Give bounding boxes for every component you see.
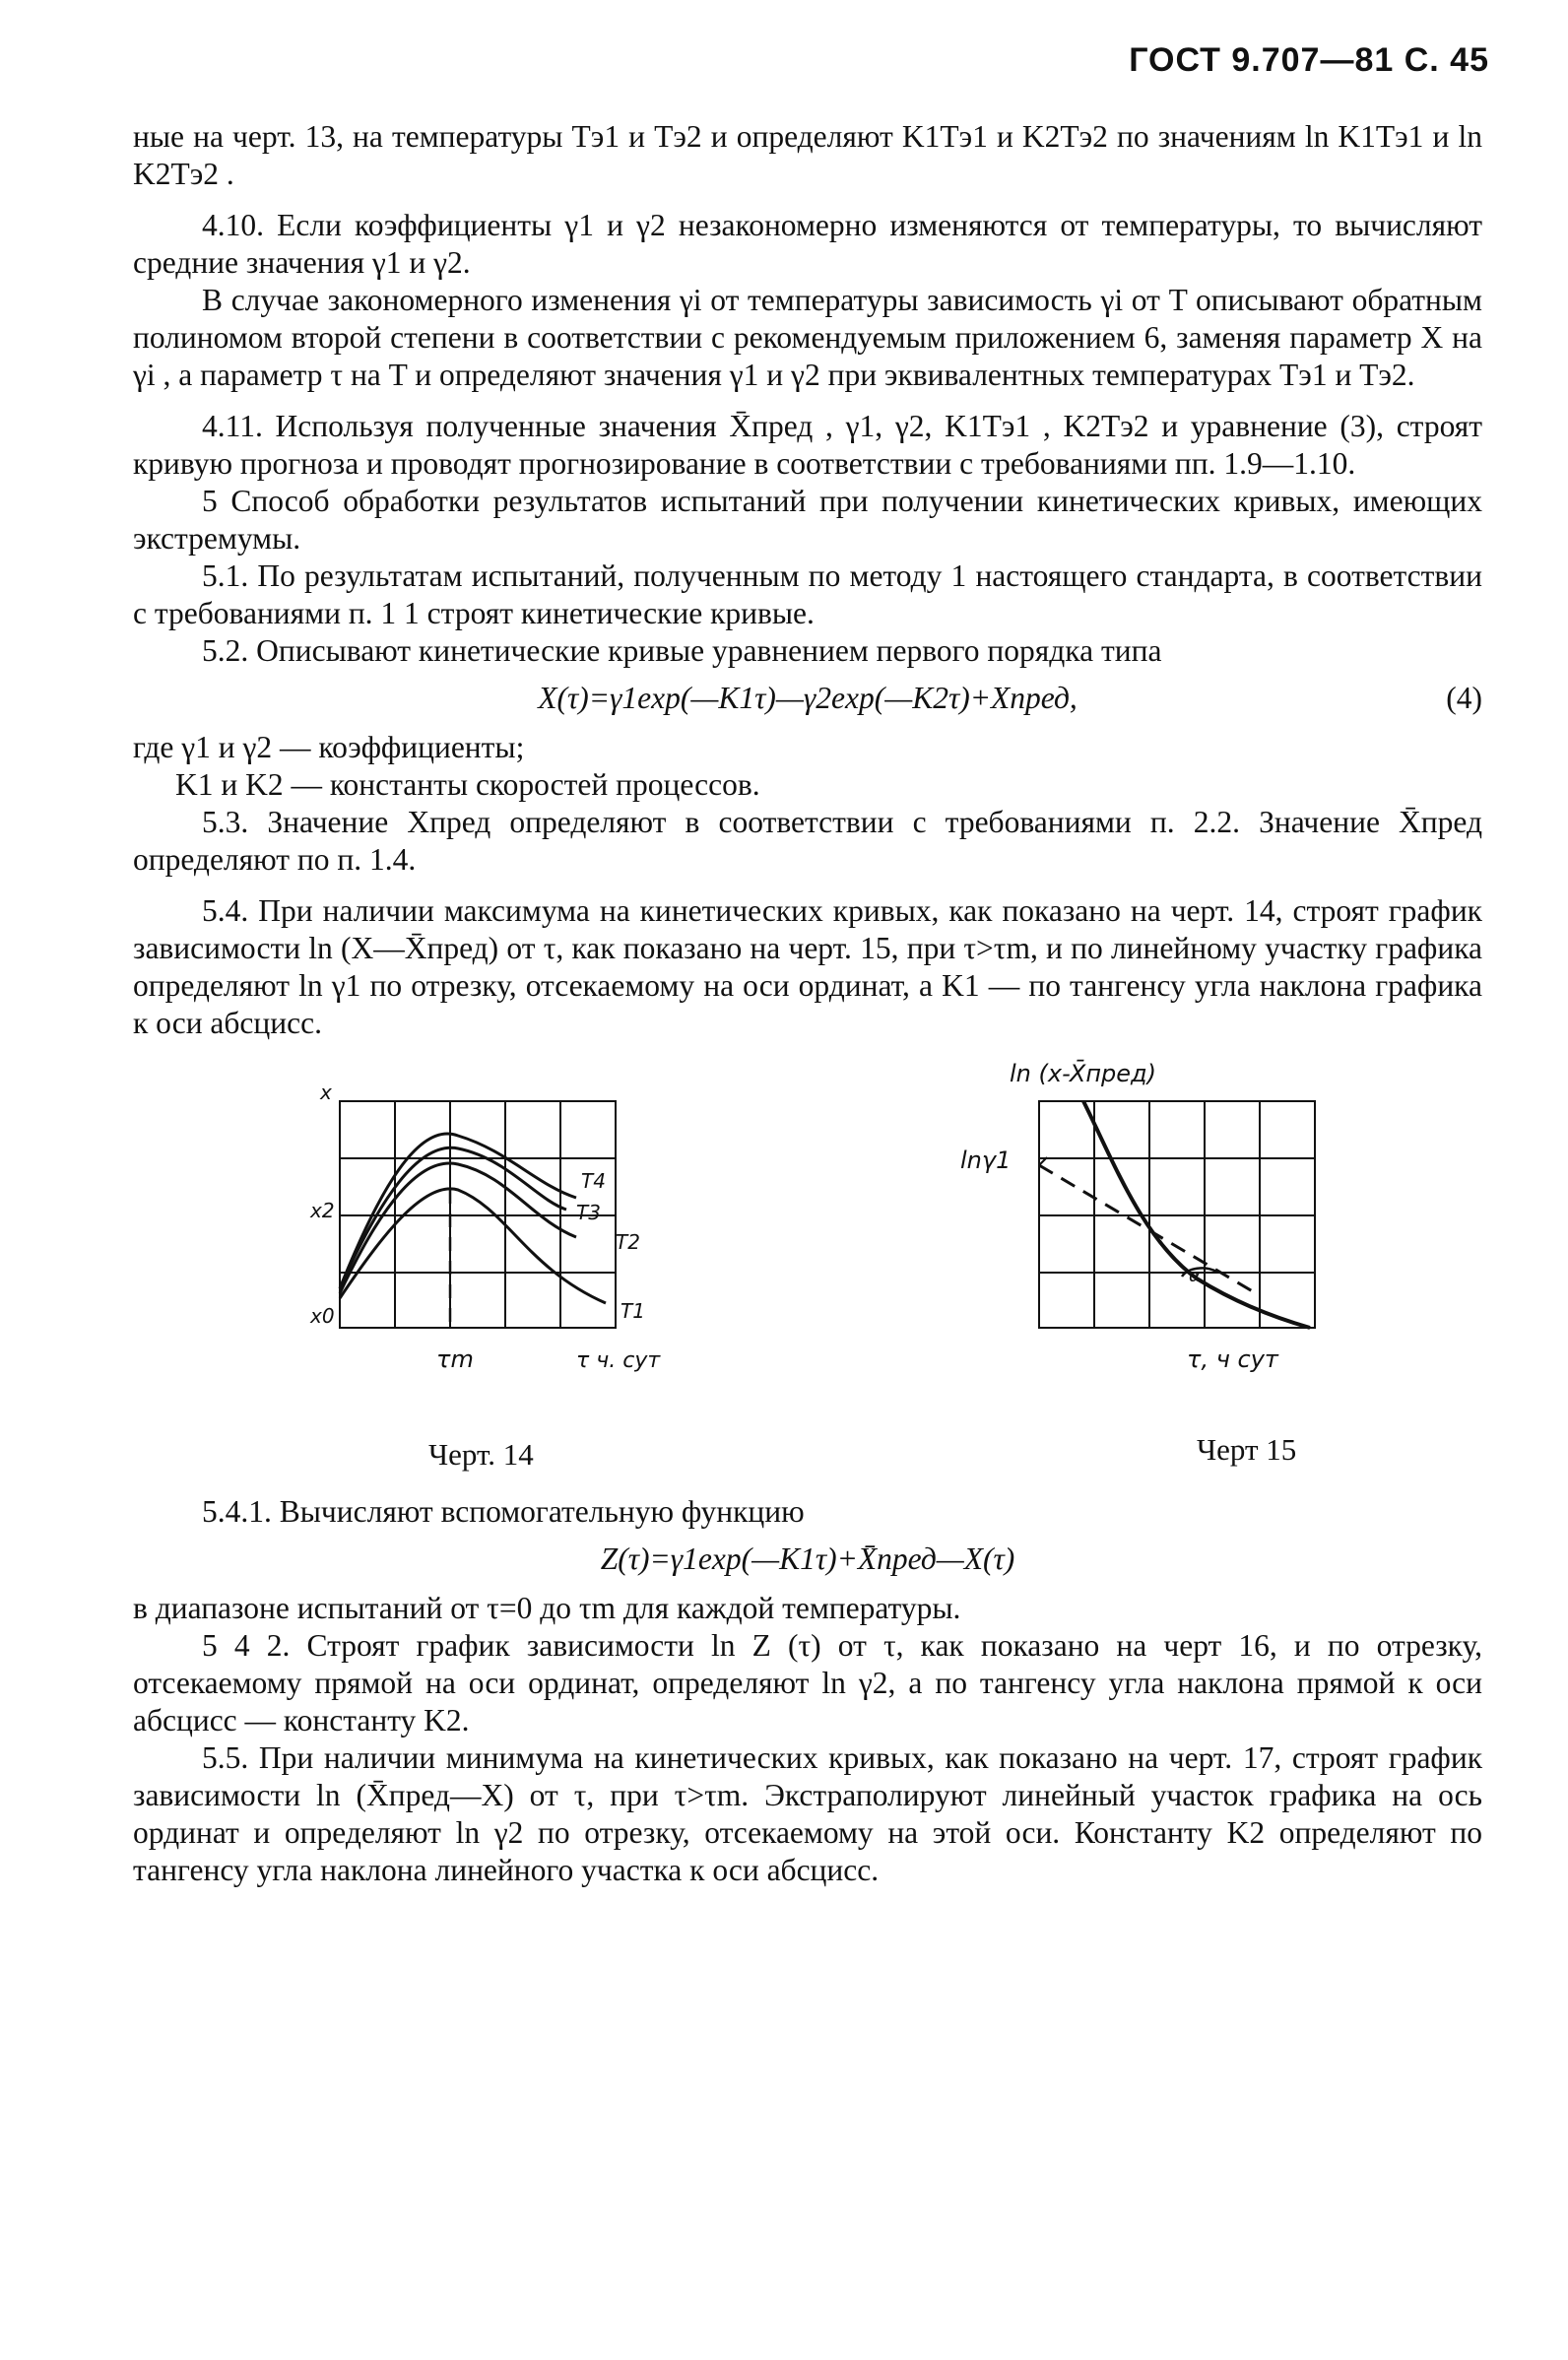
fig14-tick-x0: x0 [310, 1304, 335, 1328]
paragraph: ные на черт. 13, на температуры Tэ1 и Tэ2 и определяют K1Tэ1 и K2Tэ2 по значениям ln K1Tэ1 и ln K2Tэ2 . [133, 119, 1482, 191]
formula-text: Z(τ)=γ1exp(—K1τ)+X̄пред—X(τ) [600, 1541, 1015, 1576]
where-line: где γ1 и γ2 — коэффициенты; [133, 730, 525, 764]
curve-T3 [340, 1147, 566, 1288]
paragraph: 5.4. При наличии максимума на кинетических кривых, как показано на черт. 14, строят график зависимости ln (X—X̄пред) от τ, как показано на черт. 15, при τ>τm, и по линейному участку графика определяют ln γ1 по отрезку, отсекаемому на оси ординат, а K1 — по тангенсу угла наклона графика к оси абсцисс. [133, 893, 1482, 1040]
where-line: K1 и K2 — константы скоростей процессов. [175, 767, 760, 802]
paragraph: 4.10. Если коэффициенты γ1 и γ2 незакономерно изменяются от температуры, то вычисляют средние значения γ1 и γ2. [133, 208, 1482, 280]
formula-text: X(τ)=γ1exp(—K1τ)—γ2exp(—K2τ)+Xпред, [538, 681, 1078, 715]
equation-number: (4) [1446, 681, 1482, 715]
paragraph: 5.1. По результатам испытаний, полученным по методу 1 настоящего стандарта, в соответствии с требованиями п. 1 1 строят кинетические кривые. [133, 558, 1482, 630]
paragraph: в диапазоне испытаний от τ=0 до τm для каждой температуры. [133, 1591, 961, 1625]
formula-z [133, 1541, 1482, 1578]
paragraph: 5.5. При наличии минимума на кинетических кривых, как показано на черт. 17, строят график зависимости ln (X̄пред—X) от τ, при τ>τm. Экстраполируют линейный участок графика на ось ординат и определяют ln γ2 по отрезку, отсекаемому на этой оси. Константу K2 определяют по тангенсу угла наклона линейного участка к оси абсцисс. [133, 1740, 1482, 1887]
fig15-tangent [1039, 1165, 1256, 1293]
fig14-label-T1: T1 [621, 1299, 645, 1323]
section-heading: 5 Способ обработки результатов испытаний при получении кинетических кривых, имеющих экстремумы. [133, 484, 1482, 556]
document-body [133, 118, 1482, 1889]
fig14-tau-m: τm [436, 1345, 474, 1373]
fig14-label-T4: T4 [581, 1169, 606, 1193]
fig14-y-axis-label: x [320, 1082, 332, 1104]
paragraph: 5 4 2. Строят график зависимости ln Z (τ) от τ, как показано на черт 16, и по отрезку, отсекаемому прямой на оси ординат, определяют ln γ2, а по тангенсу угла наклона прямой к оси абсцисс — константу K2. [133, 1628, 1482, 1737]
fig15-caption: Черт 15 [1197, 1432, 1297, 1467]
page-header: ГОСТ 9.707—81 С. 45 [1129, 41, 1489, 79]
figures-row [133, 1062, 1482, 1485]
fig14-tick-x2: x2 [310, 1199, 335, 1222]
curve-T2 [340, 1163, 576, 1293]
fig14-label-T3: T3 [576, 1201, 601, 1224]
fig14-label-T2: T2 [616, 1230, 640, 1254]
fig15-angle-label: α [1189, 1266, 1201, 1286]
figure-14 [281, 1082, 714, 1407]
fig15-intercept-label: lnγ1 [960, 1147, 1012, 1174]
curve-T1 [340, 1189, 606, 1303]
fig14-x-axis-label: τ ч. сут [576, 1348, 661, 1373]
figure-15 [931, 1042, 1374, 1416]
paragraph: 4.11. Используя полученные значения X̄пред , γ1, γ2, K1Tэ1 , K2Tэ2 и уравнение (3), строят кривую прогноза и проводят прогнозирование в соответствии с требованиями пп. 1.9—1.10. [133, 409, 1482, 481]
paragraph: 5.2. Описывают кинетические кривые уравнением первого порядка типа [202, 633, 1162, 668]
paragraph: 5.4.1. Вычисляют вспомогательную функцию [202, 1494, 805, 1529]
formula-4 [133, 680, 1482, 717]
fig15-x-axis-label: τ, ч сут [1187, 1345, 1278, 1373]
fig15-y-axis-label: ln (x-X̄пред) [1010, 1060, 1156, 1087]
curve-T4 [340, 1134, 576, 1288]
paragraph: 5.3. Значение Xпред определяют в соответствии с требованиями п. 2.2. Значение X̄пред определяют по п. 1.4. [133, 805, 1482, 877]
paragraph: В случае закономерного изменения γi от температуры зависимость γi от T описывают обратным полиномом второй степени в соответствии с рекомендуемым приложением 6, заменяя параметр X на γi , а параметр τ на T и определяют значения γ1 и γ2 при эквивалентных температурах Tэ1 и Tэ2. [133, 283, 1482, 392]
fig14-caption: Черт. 14 [428, 1437, 534, 1472]
